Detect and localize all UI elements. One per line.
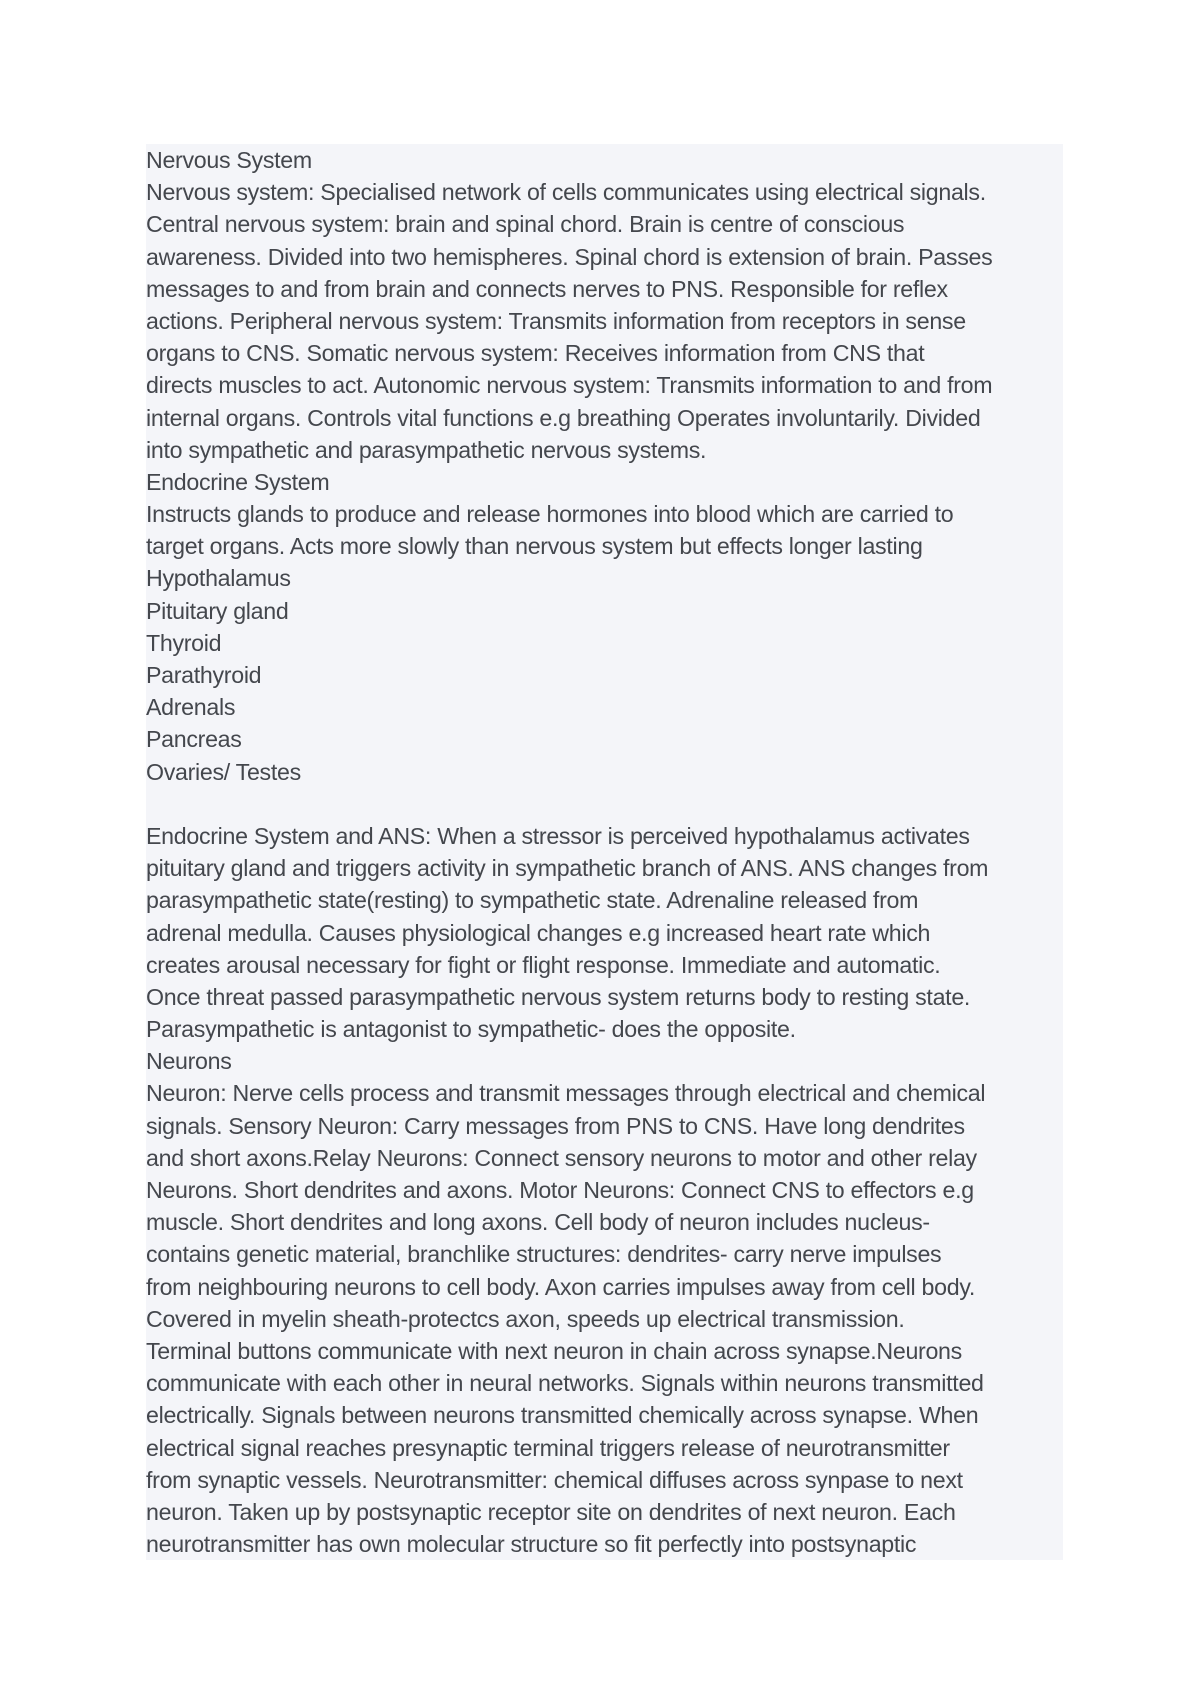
body-line: neuron. Taken up by postsynaptic receptor site on dendrites of next neuron. Each [146, 1498, 956, 1525]
body-line: pituitary gland and triggers activity in sympathetic branch of ANS. ANS changes from [146, 855, 989, 882]
body-line: target organs. Acts more slowly than nervous system but effects longer lasting [146, 533, 923, 560]
gland-list-item: Pituitary gland [146, 597, 289, 624]
gland-list-item: Adrenals [146, 694, 236, 721]
body-line: internal organs. Controls vital functions e.g breathing Operates involuntarily. Divided [146, 404, 981, 431]
body-line: from neighbouring neurons to cell body. Axon carries impulses away from cell body. [146, 1273, 976, 1300]
body-line: signals. Sensory Neuron: Carry messages from PNS to CNS. Have long dendrites [146, 1112, 965, 1139]
body-line: Instructs glands to produce and release hormones into blood which are carried to [146, 501, 954, 528]
body-line: Once threat passed parasympathetic nervous system returns body to resting state. [146, 983, 971, 1010]
body-line: Parasympathetic is antagonist to sympathetic- does the opposite. [146, 1016, 796, 1043]
gland-list-item: Hypothalamus [146, 565, 291, 592]
body-line: Neuron: Nerve cells process and transmit messages through electrical and chemical [146, 1080, 986, 1107]
body-line: Covered in myelin sheath-protectcs axon, speeds up electrical transmission. [146, 1305, 905, 1332]
body-line: Nervous system: Specialised network of cells communicates using electrical signals. [146, 179, 986, 206]
document-body [146, 144, 1063, 1560]
body-line: and short axons.Relay Neurons: Connect sensory neurons to motor and other relay [146, 1144, 977, 1171]
gland-list-item: Pancreas [146, 726, 242, 753]
body-line: Central nervous system: brain and spinal chord. Brain is centre of conscious [146, 211, 905, 238]
gland-list-item: Thyroid [146, 629, 222, 656]
body-line: Endocrine System and ANS: When a stressor is perceived hypothalamus activates [146, 822, 970, 849]
body-line: muscle. Short dendrites and long axons. Cell body of neuron includes nucleus- [146, 1209, 930, 1236]
body-line: organs to CNS. Somatic nervous system: Receives information from CNS that [146, 340, 925, 367]
body-line: contains genetic material, branchlike structures: dendrites- carry nerve impulses [146, 1241, 942, 1268]
body-line: creates arousal necessary for fight or flight response. Immediate and automatic. [146, 951, 941, 978]
body-line: from synaptic vessels. Neurotransmitter: chemical diffuses across synpase to next [146, 1466, 963, 1493]
body-line: directs muscles to act. Autonomic nervous system: Transmits information to and from [146, 372, 993, 399]
body-line: adrenal medulla. Causes physiological changes e.g increased heart rate which [146, 919, 931, 946]
gland-list-item: Ovaries/ Testes [146, 758, 301, 785]
body-line: neurotransmitter has own molecular structure so fit perfectly into postsynaptic [146, 1531, 917, 1558]
body-line: Neurons. Short dendrites and axons. Motor Neurons: Connect CNS to effectors e.g [146, 1177, 974, 1203]
body-line: messages to and from brain and connects nerves to PNS. Responsible for reflex [146, 275, 948, 302]
body-line: parasympathetic state(resting) to sympathetic state. Adrenaline released from [146, 887, 919, 914]
heading-nervous-system: Nervous System [146, 147, 312, 173]
blank-line [146, 788, 1063, 820]
body-line: actions. Peripheral nervous system: Transmits information from receptors in sense [146, 307, 966, 334]
body-line: communicate with each other in neural networks. Signals within neurons transmitted [146, 1370, 984, 1397]
body-line: electrical signal reaches presynaptic terminal triggers release of neurotransmitter [146, 1434, 950, 1461]
gland-list-item: Parathyroid [146, 662, 262, 688]
heading-endocrine-system: Endocrine System [146, 468, 330, 495]
body-line: Terminal buttons communicate with next neuron in chain across synapse.Neurons [146, 1337, 962, 1364]
body-line: awareness. Divided into two hemispheres. Spinal chord is extension of brain. Passes [146, 243, 993, 270]
body-line: electrically. Signals between neurons transmitted chemically across synapse. When [146, 1402, 979, 1429]
body-line: into sympathetic and parasympathetic nervous systems. [146, 436, 707, 463]
heading-neurons: Neurons [146, 1048, 232, 1075]
